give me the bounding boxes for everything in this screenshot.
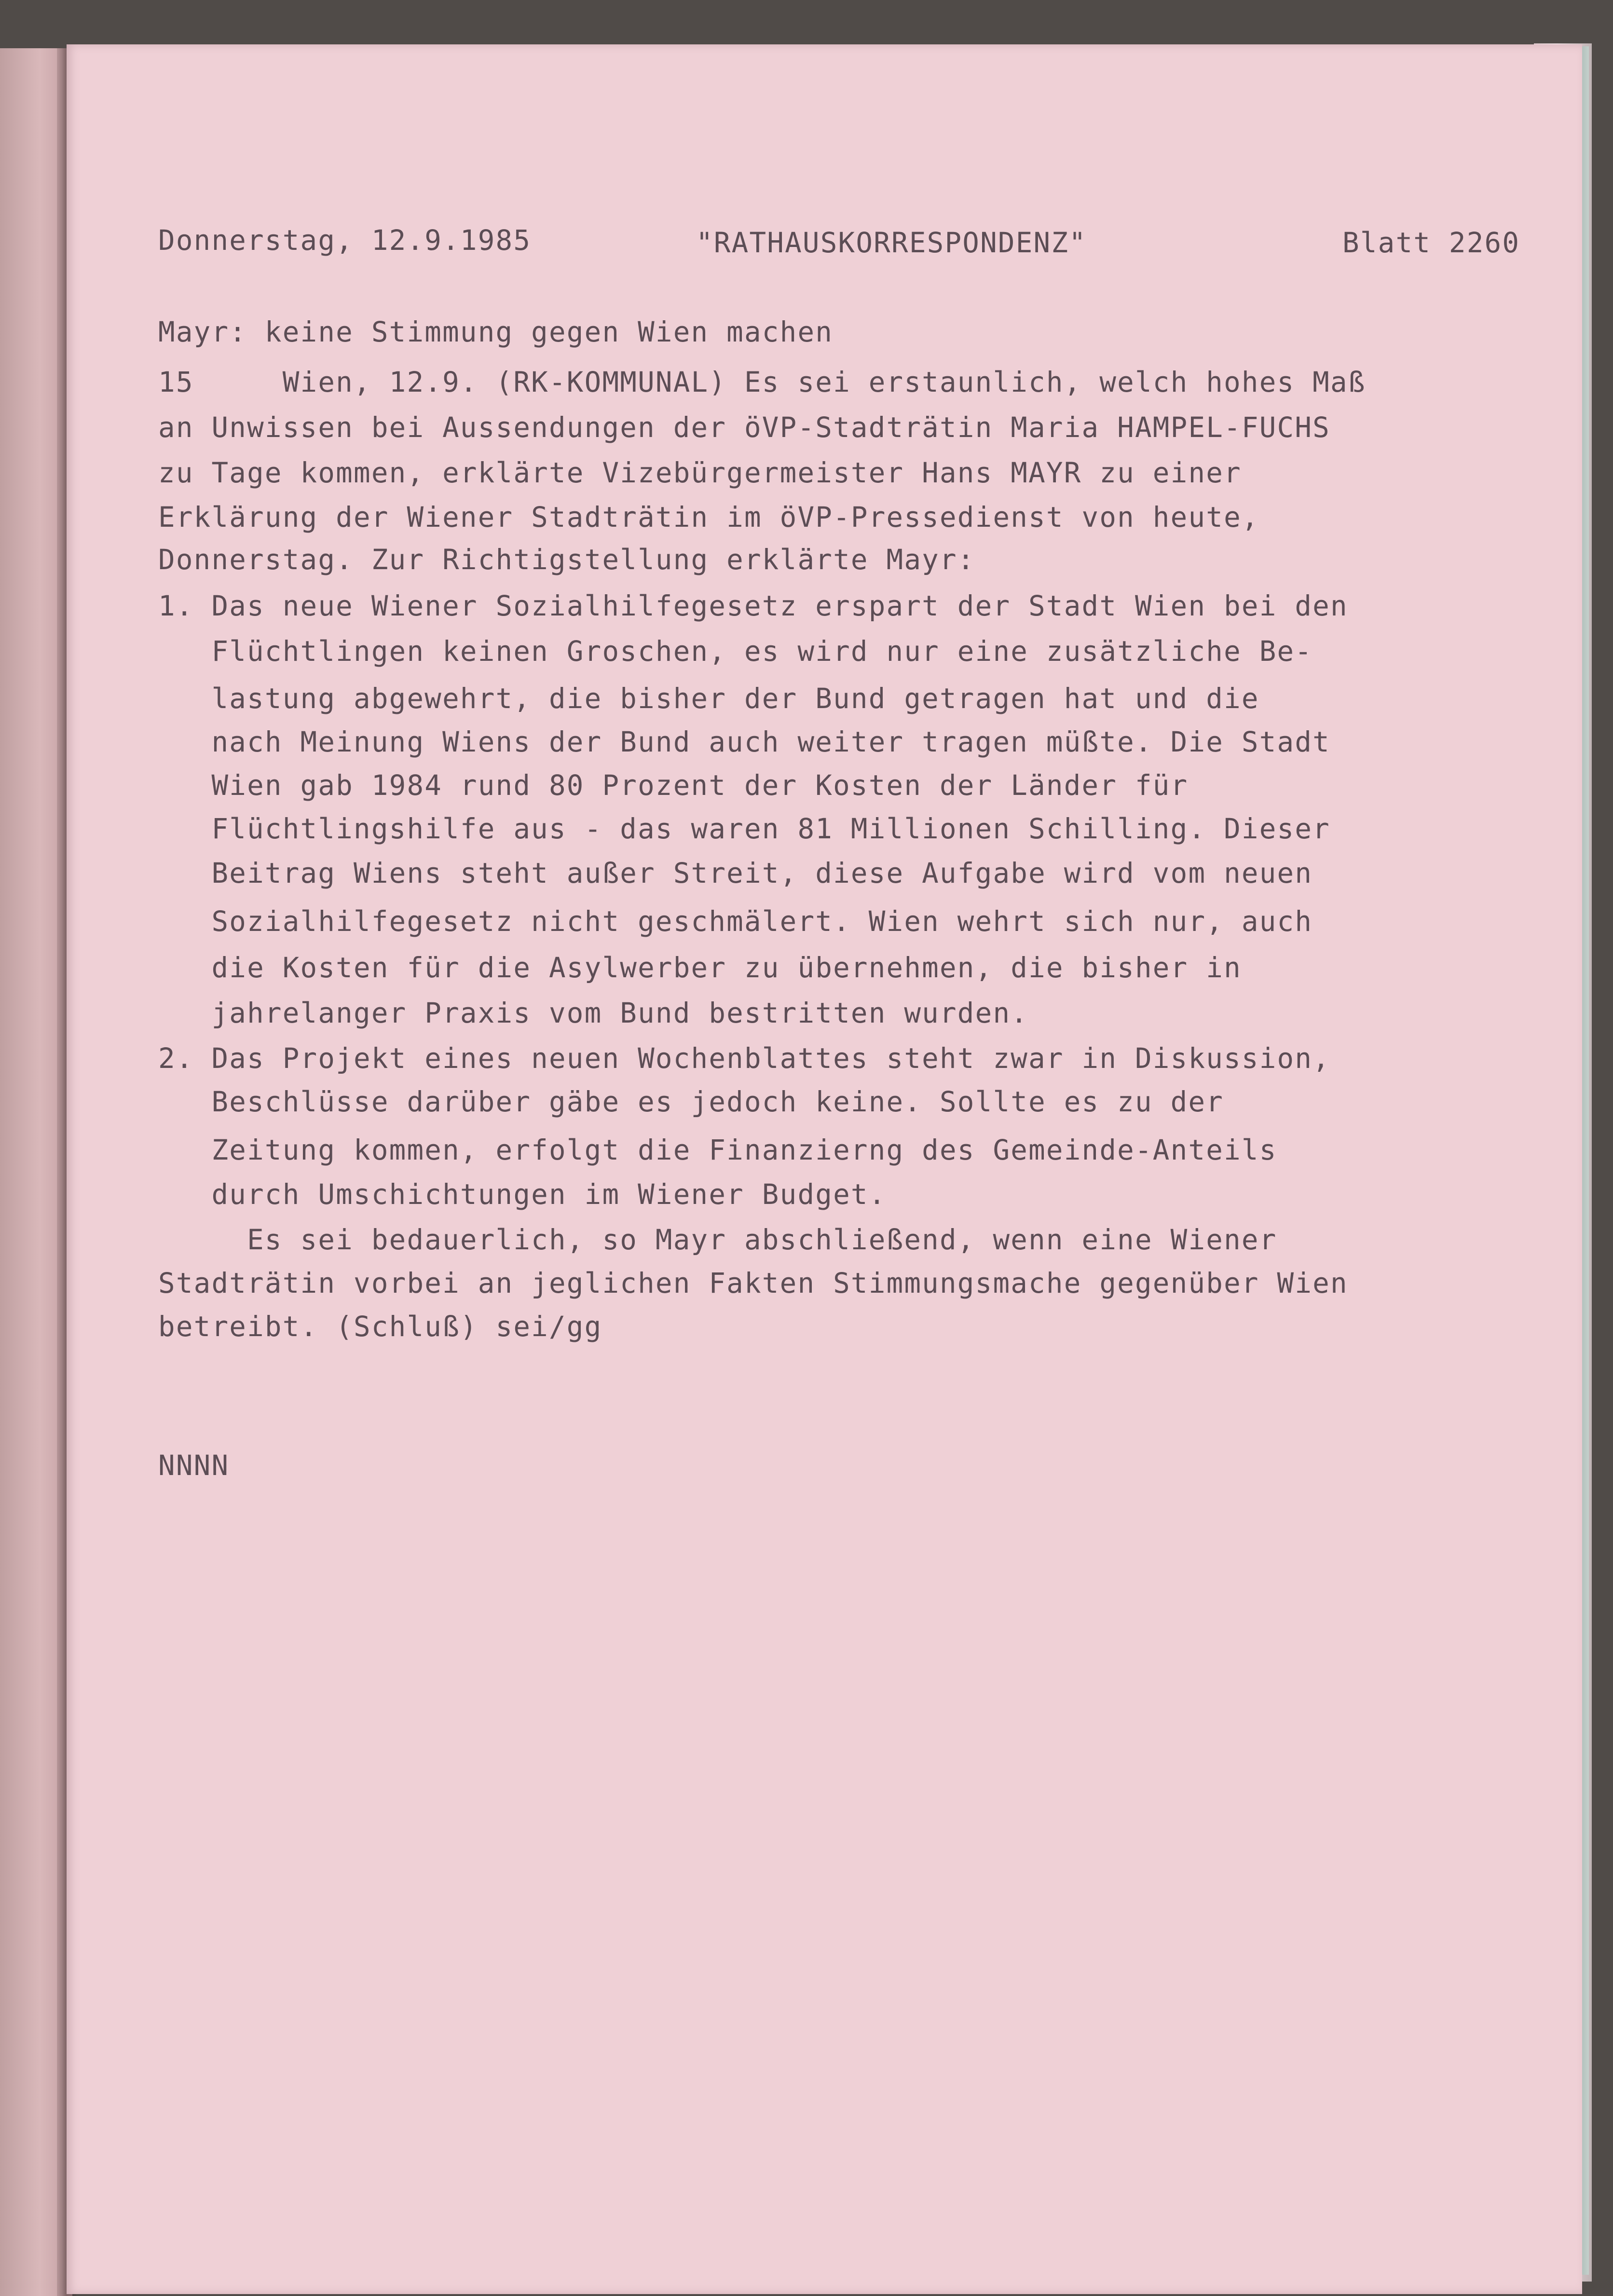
header-publication: "RATHAUSKORRESPONDENZ" xyxy=(696,227,1087,259)
text-line: Flüchtlingshilfe aus - das waren 81 Millionen Schilling. Dieser xyxy=(158,813,1330,845)
document-page xyxy=(67,44,1582,2294)
text-line: durch Umschichtungen im Wiener Budget. xyxy=(158,1178,887,1211)
typed-text-block xyxy=(158,44,1567,1482)
header-sheet-number: Blatt 2260 xyxy=(1342,227,1520,259)
text-line: Beitrag Wiens steht außer Streit, diese Aufgabe wird vom neuen xyxy=(158,857,1313,889)
text-line: 15 Wien, 12.9. (RK-KOMMUNAL) Es sei erstaunlich, welch hohes Maß xyxy=(158,366,1366,398)
headline: Mayr: keine Stimmung gegen Wien machen xyxy=(158,316,834,348)
end-mark: NNNN xyxy=(158,1449,230,1482)
text-line: nach Meinung Wiens der Bund auch weiter tragen müßte. Die Stadt xyxy=(158,726,1330,758)
header-date: Donnerstag, 12.9.1985 xyxy=(158,224,532,257)
text-line: jahrelanger Praxis vom Bund bestritten wurden. xyxy=(158,997,1029,1029)
text-line: betreibt. (Schluß) sei/gg xyxy=(158,1311,602,1343)
text-line: die Kosten für die Asylwerber zu übernehmen, die bisher in xyxy=(158,952,1242,984)
text-line: lastung abgewehrt, die bisher der Bund getragen hat und die xyxy=(158,683,1259,715)
text-line: Beschlüsse darüber gäbe es jedoch keine. Sollte es zu der xyxy=(158,1086,1224,1118)
text-line: zu Tage kommen, erklärte Vizebürgermeister Hans MAYR zu einer xyxy=(158,457,1242,489)
text-line: Zeitung kommen, erfolgt die Finanzierng des Gemeinde-Anteils xyxy=(158,1134,1277,1166)
text-line: Flüchtlingen keinen Groschen, es wird nur eine zusätzliche Be- xyxy=(158,635,1313,668)
text-line: 2. Das Projekt eines neuen Wochenblattes steht zwar in Diskussion, xyxy=(158,1042,1330,1075)
text-line: Stadträtin vorbei an jeglichen Fakten Stimmungsmache gegenüber Wien xyxy=(158,1267,1348,1299)
text-line: an Unwissen bei Aussendungen der öVP-Stadträtin Maria HAMPEL-FUCHS xyxy=(158,411,1330,444)
text-line: Erklärung der Wiener Stadträtin im öVP-Pressedienst von heute, xyxy=(158,501,1259,533)
text-line: 1. Das neue Wiener Sozialhilfegesetz erspart der Stadt Wien bei den xyxy=(158,590,1348,622)
text-line: Sozialhilfegesetz nicht geschmälert. Wien wehrt sich nur, auch xyxy=(158,905,1313,938)
text-line: Es sei bedauerlich, so Mayr abschließend, wenn eine Wiener xyxy=(158,1224,1277,1256)
text-line: Wien gab 1984 rund 80 Prozent der Kosten der Länder für xyxy=(158,769,1189,802)
text-line: Donnerstag. Zur Richtigstellung erklärte Mayr: xyxy=(158,544,975,576)
